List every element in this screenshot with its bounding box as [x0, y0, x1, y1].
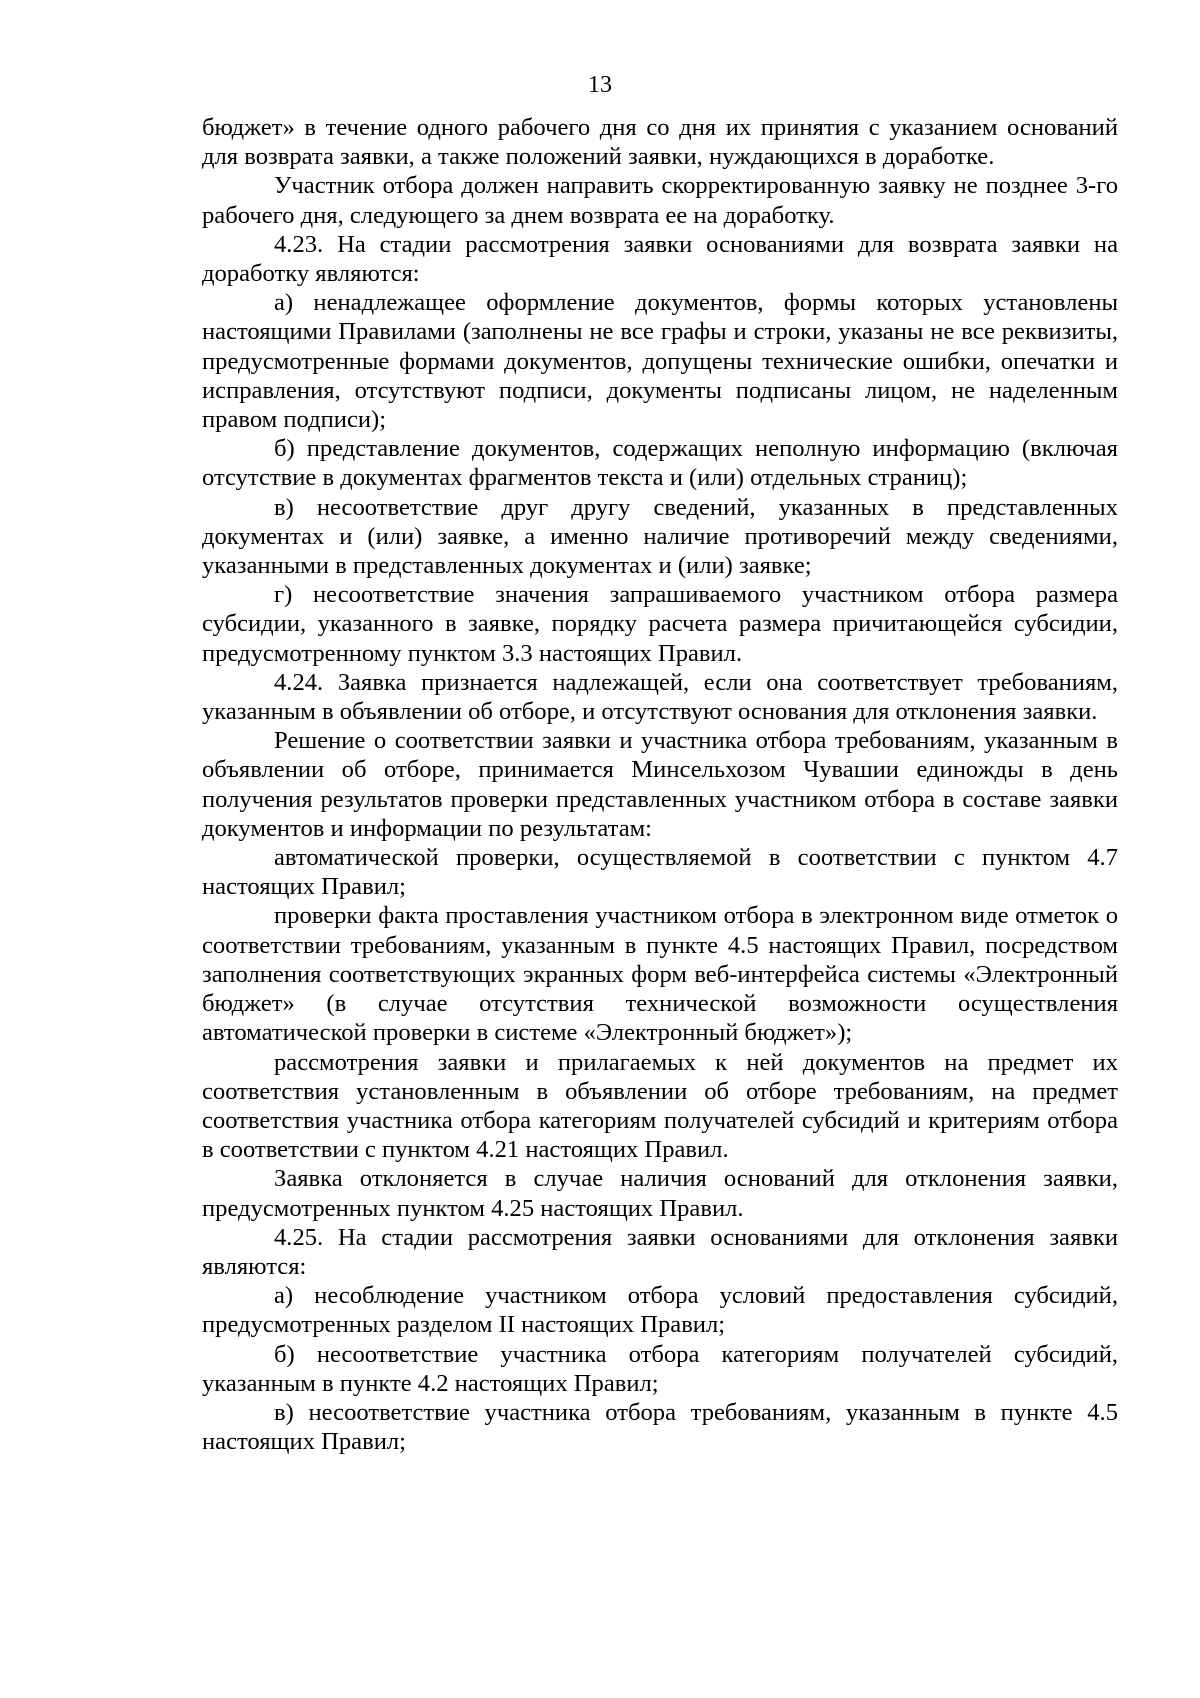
list-item: проверки факта проставления участником отбора в электронном виде отметок о соответствии требованиям, указанным в пункте 4.5 настоящих Правил, посредством заполнения соответствующих экранных форм веб-интерфейса системы «Электронный бюджет» (в случае отсутствия технической возможности осуществления автоматической проверки в системе «Электронный бюджет»); — [202, 902, 1118, 1047]
paragraph-continuation: бюджет» в течение одного рабочего дня со дня их принятия с указанием оснований для возврата заявки, а также положений заявки, нуждающихся в доработке. — [202, 114, 1118, 171]
clause-4-25-v: в) несоответствие участника отбора требованиям, указанным в пункте 4.5 настоящих Правил; — [202, 1398, 1118, 1456]
clause-4-25-a: а) несоблюдение участником отбора условий предоставления субсидий, предусмотренных разделом II настоящих Правил; — [202, 1282, 1118, 1339]
paragraph: Решение о соответствии заявки и участника отбора требованиям, указанным в объявлении об отборе, принимается Минсельхозом Чувашии единожды в день получения результатов проверки представленных участником отбора в составе заявки документов и информации по результатам: — [202, 727, 1118, 842]
page-number: 13 — [588, 72, 612, 98]
paragraph: Заявка отклоняется в случае наличия оснований для отклонения заявки, предусмотренных пунктом 4.25 настоящих Правил. — [202, 1165, 1118, 1222]
clause-4-24: 4.24. Заявка признается надлежащей, если она соответствует требованиям, указанным в объявлении об отборе, и отсутствуют основания для отклонения заявки. — [202, 668, 1118, 726]
list-item: автоматической проверки, осуществляемой в соответствии с пунктом 4.7 настоящих Правил; — [202, 844, 1118, 901]
clause-4-23-v: в) несоответствие друг другу сведений, указанных в представленных документах и (или) заявке, а именно наличие противоречий между сведениями, указанными в представленных документах и (или) заявке; — [202, 493, 1118, 580]
paragraph: Участник отбора должен направить скорректированную заявку не позднее 3-го рабочего дня, следующего за днем возврата ее на доработку. — [202, 172, 1118, 229]
clause-4-25-b: б) несоответствие участника отбора категориям получателей субсидий, указанным в пункте 4.2 настоящих Правил; — [202, 1340, 1118, 1397]
clause-4-23: 4.23. На стадии рассмотрения заявки основаниями для возврата заявки на доработку являются: — [202, 230, 1118, 288]
clause-4-25: 4.25. На стадии рассмотрения заявки основаниями для отклонения заявки являются: — [202, 1223, 1118, 1280]
list-item: рассмотрения заявки и прилагаемых к ней документов на предмет их соответствия установленным в объявлении об отборе требованиям, на предмет соответствия участника отбора категориям получателей субсидий и критериям отбора в соответствии с пунктом 4.21 настоящих Правил. — [202, 1048, 1118, 1164]
clause-4-23-g: г) несоответствие значения запрашиваемого участником отбора размера субсидии, указанного в заявке, порядку расчета размера причитающейся субсидии, предусмотренному пунктом 3.3 настоящих Правил. — [202, 581, 1118, 667]
clause-4-23-a: а) ненадлежащее оформление документов, формы которых установлены настоящими Правилами (заполнены не все графы и строки, указаны не все реквизиты, предусмотренные формами документов, допущены технические ошибки, опечатки и исправления, отсутствуют подписи, документы подписаны лицом, не наделенным правом подписи); — [202, 289, 1118, 434]
clause-4-23-b: б) представление документов, содержащих неполную информацию (включая отсутствие в документах фрагментов текста и (или) отдельных страниц); — [202, 435, 1118, 492]
document-body — [202, 113, 1118, 1456]
